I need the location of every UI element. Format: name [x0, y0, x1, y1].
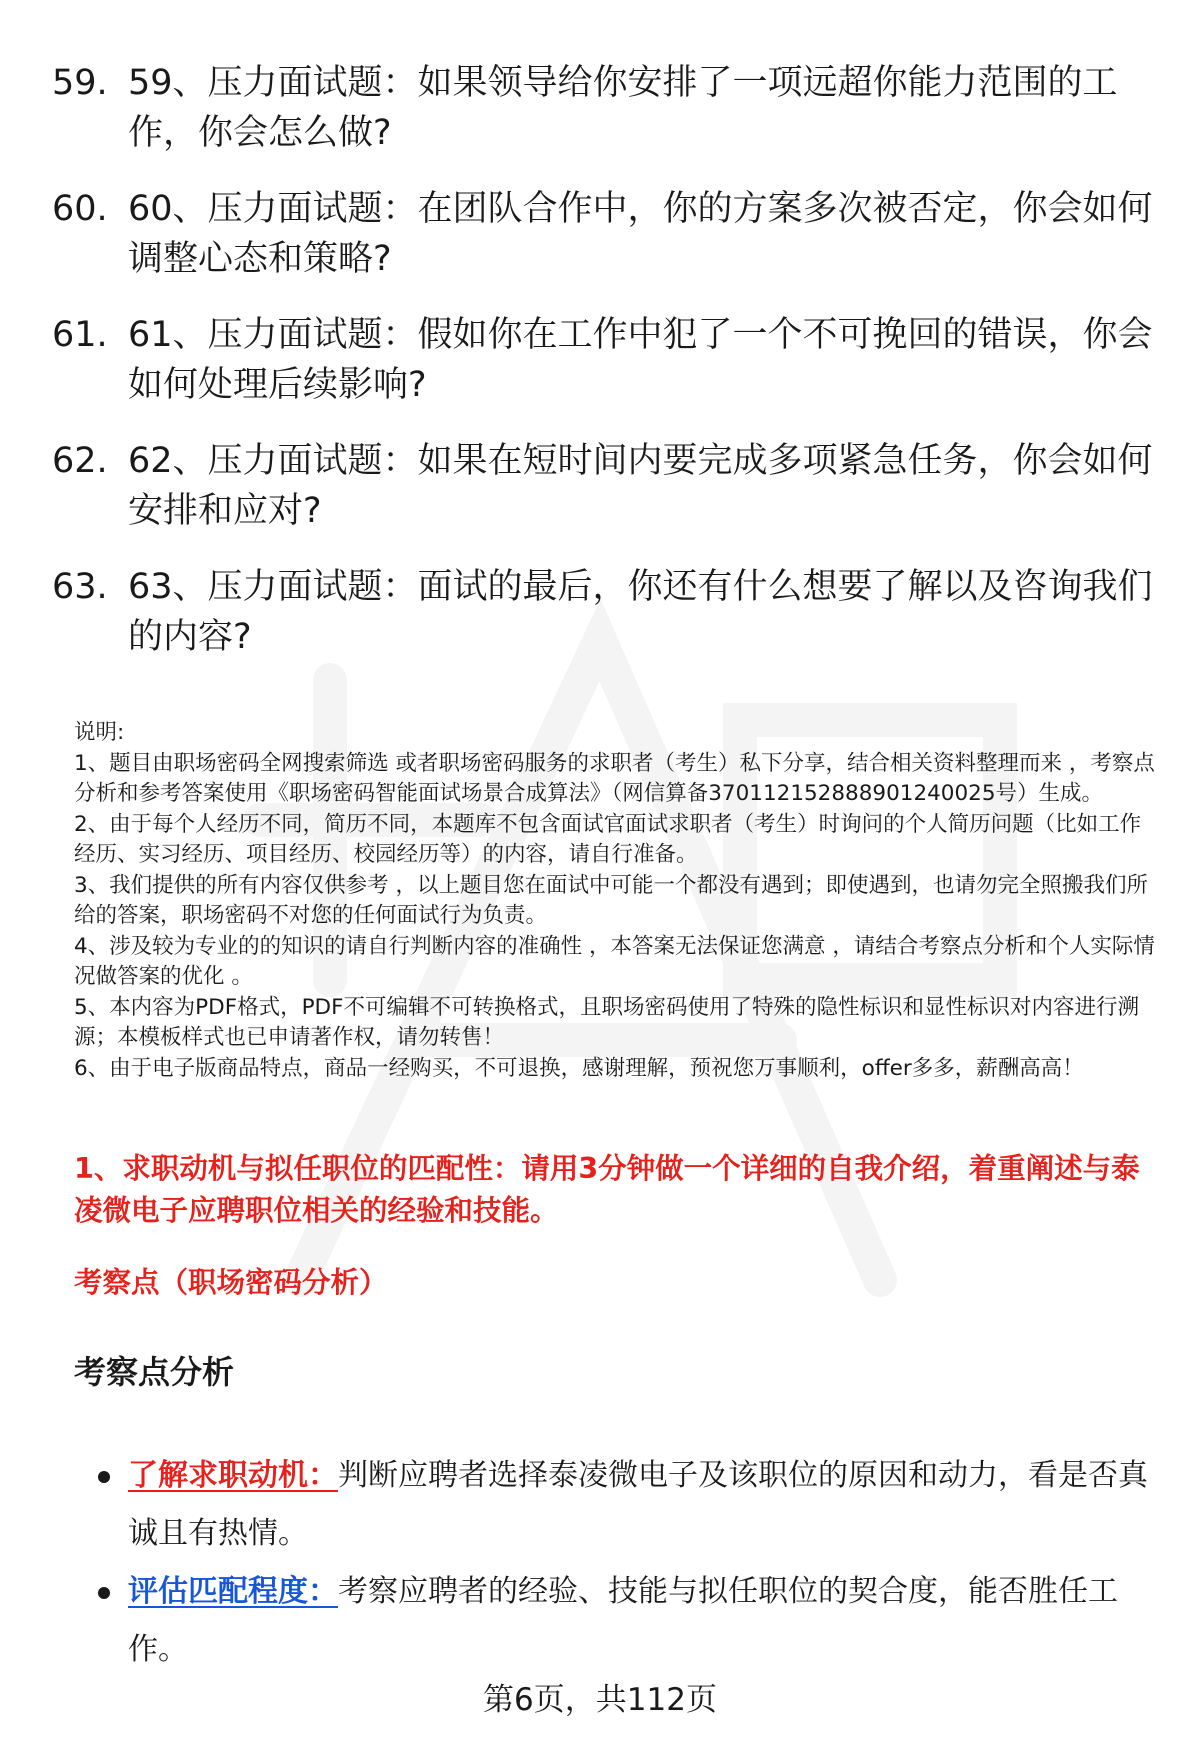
notes-title: 说明:	[74, 720, 125, 745]
question-list	[52, 58, 1162, 688]
bullet-text: 判断应聘者选择泰凌微电子及该职位的原因和动力，看是否真诚且有热情。	[128, 1458, 1148, 1551]
question-number: 63.	[52, 567, 108, 607]
note-item: 5、本内容为PDF格式，PDF不可编辑不可转换格式，且职场密码使用了特殊的隐性标识和显性标识对内容进行溯源；本模板样式也已申请著作权，请勿转售！	[74, 994, 1139, 1050]
question-number: 61.	[52, 315, 108, 355]
section-subtitle: 考察点（职场密码分析）	[74, 1266, 388, 1299]
note-item: 3、我们提供的所有内容仅供参考 ，以上题目您在面试中可能一个都没有遇到；即使遇到，也请勿完全照搬我们所给的答案，职场密码不对您的任何面试行为负责。	[74, 872, 1149, 928]
question-text: 61、压力面试题：假如你在工作中犯了一个不可挽回的错误，你会如何处理后续影响?	[128, 315, 1153, 405]
analysis-heading: 考察点分析	[74, 1353, 235, 1391]
page-footer: 第6页，共112页	[483, 1682, 717, 1718]
question-number: 62.	[52, 441, 108, 481]
note-item: 6、由于电子版商品特点，商品一经购买，不可退换，感谢理解，预祝您万事顺利，offer多多，薪酬高高！	[74, 1055, 1084, 1081]
question-text: 62、压力面试题：如果在短时间内要完成多项紧急任务，你会如何安排和应对?	[128, 441, 1153, 531]
note-item: 2、由于每个人经历不同，简历不同，本题库不包含面试官面试求职者（考生）时询问的个人简历问题（比如工作经历、实习经历、项目经历、校园经历等）的内容，请自行准备。	[74, 811, 1142, 867]
question-text: 63、压力面试题：面试的最后，你还有什么想要了解以及咨询我们的内容?	[128, 567, 1153, 657]
note-item: 4、涉及较为专业的的知识的请自行判断内容的准确性 ，本答案无法保证您满意 ，请结合考察点分析和个人实际情况做答案的优化 。	[74, 933, 1155, 989]
question-text: 59、压力面试题：如果领导给你安排了一项远超你能力范围的工作，你会怎么做?	[128, 63, 1118, 153]
question-number: 59.	[52, 63, 108, 103]
question-text: 60、压力面试题：在团队合作中，你的方案多次被否定，你会如何调整心态和策略?	[128, 189, 1153, 279]
section-question-title: 1、求职动机与拟任职位的匹配性：请用3分钟做一个详细的自我介绍，着重阐述与泰凌微电子应聘职位相关的经验和技能。	[74, 1152, 1140, 1227]
bullet-dot-icon	[98, 1471, 110, 1483]
question-item	[52, 436, 1162, 536]
bullet-key-link[interactable]: 评估匹配程度：	[128, 1574, 338, 1609]
question-item	[52, 184, 1162, 284]
analysis-bullet	[98, 1563, 1168, 1679]
question-item	[52, 562, 1162, 662]
question-item	[52, 310, 1162, 410]
analysis-bullet-list	[98, 1447, 1168, 1679]
question-item	[52, 58, 1162, 158]
question-number: 60.	[52, 189, 108, 229]
note-item: 1、题目由职场密码全网搜索筛选 或者职场密码服务的求职者（考生）私下分享，结合相关资料整理而来 ，考察点分析和参考答案使用《职场密码智能面试场景合成算法》（网信算备370112152888901240025号）生成。	[74, 750, 1155, 806]
analysis-bullet	[98, 1447, 1168, 1563]
notes-section	[74, 718, 1162, 1084]
bullet-key-link[interactable]: 了解求职动机：	[128, 1458, 338, 1493]
bullet-text: 考察应聘者的经验、技能与拟任职位的契合度，能否胜任工作。	[128, 1574, 1118, 1667]
bullet-dot-icon	[98, 1587, 110, 1599]
